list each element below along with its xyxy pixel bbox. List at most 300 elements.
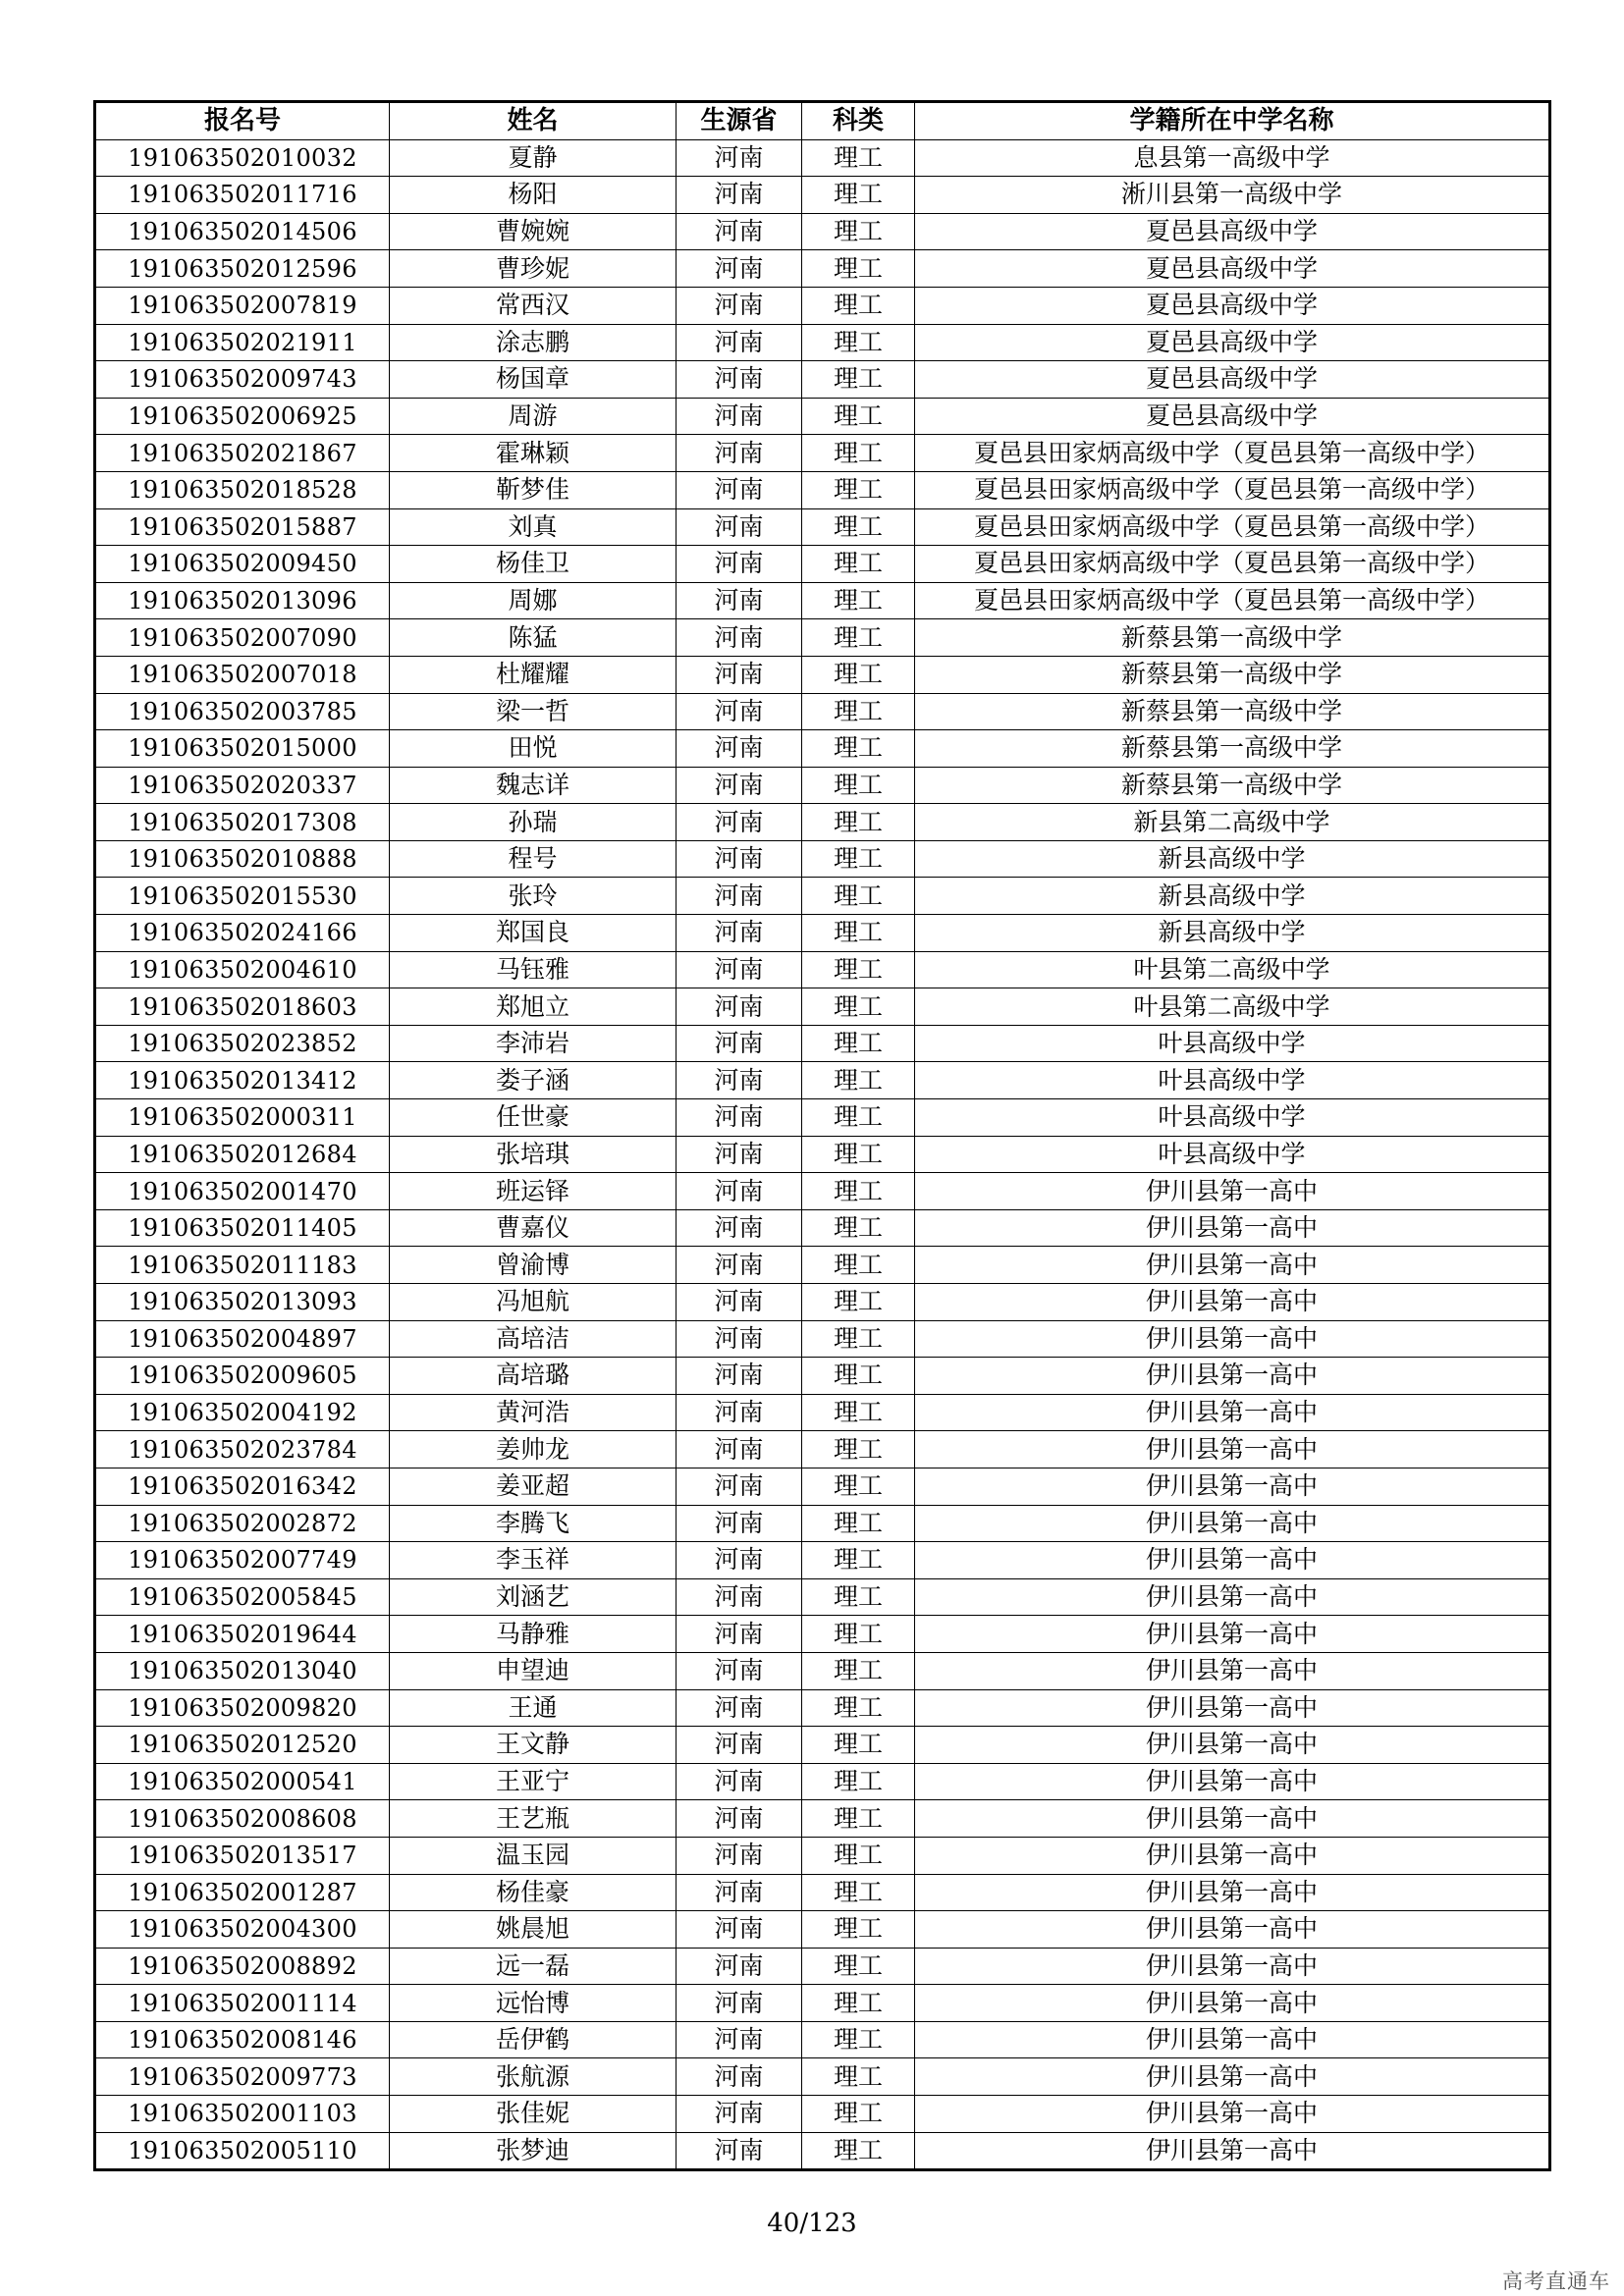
cell-registration-no: 191063502019644	[95, 1616, 390, 1653]
cell-registration-no: 191063502007018	[95, 656, 390, 693]
cell-school: 夏邑县高级中学	[915, 250, 1550, 288]
cell-name: 周娜	[390, 582, 677, 619]
cell-category: 理工	[802, 840, 915, 878]
cell-province: 河南	[677, 1431, 802, 1468]
cell-category: 理工	[802, 1837, 915, 1874]
cell-province: 河南	[677, 213, 802, 250]
cell-category: 理工	[802, 1320, 915, 1358]
cell-name: 程号	[390, 840, 677, 878]
cell-name: 任世豪	[390, 1099, 677, 1137]
cell-school: 新县高级中学	[915, 915, 1550, 952]
cell-category: 理工	[802, 398, 915, 435]
cell-registration-no: 191063502012520	[95, 1727, 390, 1764]
table-row	[95, 287, 1550, 324]
cell-name: 陈猛	[390, 619, 677, 657]
table-row	[95, 1763, 1550, 1800]
cell-name: 刘涵艺	[390, 1578, 677, 1616]
cell-registration-no: 191063502007819	[95, 287, 390, 324]
cell-province: 河南	[677, 619, 802, 657]
cell-province: 河南	[677, 2058, 802, 2096]
cell-school: 伊川县第一高中	[915, 1209, 1550, 1247]
cell-registration-no: 191063502005845	[95, 1578, 390, 1616]
cell-category: 理工	[802, 1062, 915, 1099]
cell-province: 河南	[677, 1025, 802, 1062]
cell-school: 夏邑县高级中学	[915, 398, 1550, 435]
table-row	[95, 1874, 1550, 1911]
cell-category: 理工	[802, 435, 915, 472]
table-row	[95, 324, 1550, 361]
header-province: 生源省	[677, 102, 802, 140]
cell-province: 河南	[677, 988, 802, 1026]
table-row	[95, 1062, 1550, 1099]
cell-registration-no: 191063502001470	[95, 1173, 390, 1210]
table-row	[95, 471, 1550, 508]
cell-registration-no: 191063502005110	[95, 2132, 390, 2170]
cell-school: 伊川县第一高中	[915, 1320, 1550, 1358]
cell-category: 理工	[802, 988, 915, 1026]
cell-name: 杨佳卫	[390, 546, 677, 583]
cell-category: 理工	[802, 656, 915, 693]
table-row	[95, 1173, 1550, 1210]
cell-province: 河南	[677, 1948, 802, 1985]
cell-school: 伊川县第一高中	[915, 1431, 1550, 1468]
cell-name: 高培洁	[390, 1320, 677, 1358]
cell-category: 理工	[802, 287, 915, 324]
cell-category: 理工	[802, 1209, 915, 1247]
table-row	[95, 435, 1550, 472]
cell-registration-no: 191063502001103	[95, 2096, 390, 2133]
cell-name: 杨国章	[390, 361, 677, 399]
cell-category: 理工	[802, 2058, 915, 2096]
table-row	[95, 988, 1550, 1026]
table-row	[95, 1394, 1550, 1431]
cell-category: 理工	[802, 951, 915, 988]
table-row	[95, 1948, 1550, 1985]
cell-province: 河南	[677, 2096, 802, 2133]
cell-school: 夏邑县高级中学	[915, 361, 1550, 399]
cell-school: 伊川县第一高中	[915, 2058, 1550, 2096]
table-row	[95, 1727, 1550, 1764]
cell-category: 理工	[802, 508, 915, 546]
header-row	[95, 102, 1550, 140]
cell-registration-no: 191063502013040	[95, 1652, 390, 1689]
cell-category: 理工	[802, 1800, 915, 1838]
cell-name: 曹珍妮	[390, 250, 677, 288]
cell-registration-no: 191063502017308	[95, 804, 390, 841]
cell-province: 河南	[677, 287, 802, 324]
cell-name: 李腾飞	[390, 1505, 677, 1542]
cell-category: 理工	[802, 1616, 915, 1653]
table-row	[95, 1985, 1550, 2022]
cell-name: 杨佳豪	[390, 1874, 677, 1911]
cell-category: 理工	[802, 1911, 915, 1949]
header-school: 学籍所在中学名称	[915, 102, 1550, 140]
table-row	[95, 213, 1550, 250]
cell-school: 叶县第二高级中学	[915, 988, 1550, 1026]
table-row	[95, 730, 1550, 768]
cell-name: 王文静	[390, 1727, 677, 1764]
page-number: 40/123	[767, 2209, 857, 2238]
cell-category: 理工	[802, 1652, 915, 1689]
cell-school: 叶县高级中学	[915, 1062, 1550, 1099]
cell-category: 理工	[802, 546, 915, 583]
cell-registration-no: 191063502015000	[95, 730, 390, 768]
table-row	[95, 1209, 1550, 1247]
cell-school: 伊川县第一高中	[915, 1505, 1550, 1542]
cell-province: 河南	[677, 1505, 802, 1542]
cell-name: 李玉祥	[390, 1542, 677, 1579]
cell-registration-no: 191063502015530	[95, 878, 390, 915]
cell-registration-no: 191063502020337	[95, 767, 390, 804]
cell-school: 叶县第二高级中学	[915, 951, 1550, 988]
cell-registration-no: 191063502013096	[95, 582, 390, 619]
cell-name: 王艺瓶	[390, 1800, 677, 1838]
cell-name: 郑国良	[390, 915, 677, 952]
cell-school: 伊川县第一高中	[915, 1800, 1550, 1838]
cell-name: 姜帅龙	[390, 1431, 677, 1468]
cell-category: 理工	[802, 1173, 915, 1210]
cell-school: 新蔡县第一高级中学	[915, 693, 1550, 730]
table-row	[95, 546, 1550, 583]
cell-registration-no: 191063502011716	[95, 177, 390, 214]
cell-school: 新蔡县第一高级中学	[915, 767, 1550, 804]
cell-province: 河南	[677, 693, 802, 730]
cell-category: 理工	[802, 1542, 915, 1579]
cell-registration-no: 191063502000311	[95, 1099, 390, 1137]
cell-category: 理工	[802, 1358, 915, 1395]
table-row	[95, 1136, 1550, 1173]
cell-school: 伊川县第一高中	[915, 1727, 1550, 1764]
cell-school: 伊川县第一高中	[915, 2021, 1550, 2058]
cell-school: 叶县高级中学	[915, 1136, 1550, 1173]
cell-name: 郑旭立	[390, 988, 677, 1026]
table-row	[95, 840, 1550, 878]
cell-registration-no: 191063502004300	[95, 1911, 390, 1949]
cell-province: 河南	[677, 1616, 802, 1653]
cell-province: 河南	[677, 840, 802, 878]
cell-category: 理工	[802, 804, 915, 841]
roster-table	[93, 100, 1551, 2171]
cell-category: 理工	[802, 1985, 915, 2022]
cell-province: 河南	[677, 915, 802, 952]
cell-name: 高培璐	[390, 1358, 677, 1395]
cell-province: 河南	[677, 656, 802, 693]
cell-name: 张培琪	[390, 1136, 677, 1173]
cell-province: 河南	[677, 1099, 802, 1137]
cell-name: 靳梦佳	[390, 471, 677, 508]
cell-province: 河南	[677, 508, 802, 546]
cell-category: 理工	[802, 1948, 915, 1985]
cell-name: 姚晨旭	[390, 1911, 677, 1949]
table-row	[95, 1837, 1550, 1874]
cell-name: 梁一哲	[390, 693, 677, 730]
cell-name: 岳伊鹤	[390, 2021, 677, 2058]
cell-category: 理工	[802, 177, 915, 214]
cell-category: 理工	[802, 915, 915, 952]
cell-school: 新蔡县第一高级中学	[915, 656, 1550, 693]
cell-school: 新蔡县第一高级中学	[915, 619, 1550, 657]
table-row	[95, 1505, 1550, 1542]
cell-category: 理工	[802, 1578, 915, 1616]
cell-registration-no: 191063502018528	[95, 471, 390, 508]
cell-province: 河南	[677, 1320, 802, 1358]
cell-category: 理工	[802, 2096, 915, 2133]
cell-province: 河南	[677, 546, 802, 583]
table-row	[95, 1358, 1550, 1395]
cell-category: 理工	[802, 767, 915, 804]
table-row	[95, 1800, 1550, 1838]
cell-name: 刘真	[390, 508, 677, 546]
cell-category: 理工	[802, 1689, 915, 1727]
table-body	[95, 139, 1550, 2170]
cell-name: 姜亚超	[390, 1468, 677, 1505]
table-row	[95, 1320, 1550, 1358]
cell-name: 马静雅	[390, 1616, 677, 1653]
table-row	[95, 582, 1550, 619]
cell-province: 河南	[677, 398, 802, 435]
cell-name: 张玲	[390, 878, 677, 915]
cell-province: 河南	[677, 139, 802, 177]
cell-name: 曹嘉仪	[390, 1209, 677, 1247]
cell-name: 田悦	[390, 730, 677, 768]
cell-registration-no: 191063502016342	[95, 1468, 390, 1505]
cell-school: 夏邑县田家炳高级中学（夏邑县第一高级中学）	[915, 546, 1550, 583]
cell-registration-no: 191063502010888	[95, 840, 390, 878]
cell-province: 河南	[677, 1911, 802, 1949]
cell-province: 河南	[677, 1578, 802, 1616]
table-row	[95, 2021, 1550, 2058]
cell-province: 河南	[677, 1874, 802, 1911]
cell-category: 理工	[802, 139, 915, 177]
cell-category: 理工	[802, 1727, 915, 1764]
cell-registration-no: 191063502014506	[95, 213, 390, 250]
cell-name: 温玉园	[390, 1837, 677, 1874]
cell-province: 河南	[677, 1173, 802, 1210]
cell-category: 理工	[802, 2132, 915, 2170]
table-row	[95, 878, 1550, 915]
table-row	[95, 1431, 1550, 1468]
cell-registration-no: 191063502004610	[95, 951, 390, 988]
cell-category: 理工	[802, 619, 915, 657]
cell-province: 河南	[677, 1652, 802, 1689]
table-row	[95, 1616, 1550, 1653]
cell-school: 新县第二高级中学	[915, 804, 1550, 841]
cell-registration-no: 191063502007090	[95, 619, 390, 657]
cell-school: 伊川县第一高中	[915, 1689, 1550, 1727]
cell-category: 理工	[802, 250, 915, 288]
cell-school: 淅川县第一高级中学	[915, 177, 1550, 214]
cell-province: 河南	[677, 582, 802, 619]
cell-registration-no: 191063502007749	[95, 1542, 390, 1579]
cell-category: 理工	[802, 1763, 915, 1800]
cell-province: 河南	[677, 2132, 802, 2170]
cell-name: 曾渝博	[390, 1247, 677, 1284]
cell-name: 王通	[390, 1689, 677, 1727]
cell-category: 理工	[802, 1025, 915, 1062]
cell-name: 杜耀耀	[390, 656, 677, 693]
cell-category: 理工	[802, 1247, 915, 1284]
cell-school: 伊川县第一高中	[915, 1911, 1550, 1949]
cell-registration-no: 191063502001114	[95, 1985, 390, 2022]
table-row	[95, 2132, 1550, 2170]
cell-school: 夏邑县田家炳高级中学（夏邑县第一高级中学）	[915, 435, 1550, 472]
table-row	[95, 139, 1550, 177]
cell-category: 理工	[802, 1284, 915, 1321]
table-row	[95, 804, 1550, 841]
cell-province: 河南	[677, 1394, 802, 1431]
table-row	[95, 915, 1550, 952]
cell-name: 常西汉	[390, 287, 677, 324]
cell-category: 理工	[802, 471, 915, 508]
cell-category: 理工	[802, 582, 915, 619]
cell-school: 伊川县第一高中	[915, 1652, 1550, 1689]
cell-province: 河南	[677, 1209, 802, 1247]
cell-category: 理工	[802, 1431, 915, 1468]
cell-registration-no: 191063502012596	[95, 250, 390, 288]
table-row	[95, 398, 1550, 435]
table-row	[95, 1689, 1550, 1727]
cell-province: 河南	[677, 1542, 802, 1579]
cell-category: 理工	[802, 1468, 915, 1505]
cell-province: 河南	[677, 878, 802, 915]
cell-category: 理工	[802, 878, 915, 915]
header-registration-no: 报名号	[95, 102, 390, 140]
cell-school: 夏邑县高级中学	[915, 287, 1550, 324]
cell-category: 理工	[802, 693, 915, 730]
cell-name: 申望迪	[390, 1652, 677, 1689]
cell-school: 伊川县第一高中	[915, 1468, 1550, 1505]
cell-name: 涂志鹏	[390, 324, 677, 361]
cell-province: 河南	[677, 1763, 802, 1800]
cell-name: 冯旭航	[390, 1284, 677, 1321]
cell-province: 河南	[677, 951, 802, 988]
cell-school: 伊川县第一高中	[915, 1358, 1550, 1395]
cell-registration-no: 191063502023852	[95, 1025, 390, 1062]
cell-registration-no: 191063502013093	[95, 1284, 390, 1321]
cell-registration-no: 191063502008146	[95, 2021, 390, 2058]
cell-school: 夏邑县高级中学	[915, 324, 1550, 361]
cell-name: 杨阳	[390, 177, 677, 214]
cell-registration-no: 191063502009743	[95, 361, 390, 399]
table-row	[95, 2096, 1550, 2133]
cell-category: 理工	[802, 213, 915, 250]
cell-registration-no: 191063502002872	[95, 1505, 390, 1542]
cell-province: 河南	[677, 804, 802, 841]
cell-school: 伊川县第一高中	[915, 1616, 1550, 1653]
cell-province: 河南	[677, 471, 802, 508]
cell-school: 息县第一高级中学	[915, 139, 1550, 177]
table-row	[95, 508, 1550, 546]
cell-name: 张梦迪	[390, 2132, 677, 2170]
cell-province: 河南	[677, 2021, 802, 2058]
cell-name: 周游	[390, 398, 677, 435]
cell-school: 夏邑县高级中学	[915, 213, 1550, 250]
cell-province: 河南	[677, 1062, 802, 1099]
cell-name: 夏静	[390, 139, 677, 177]
cell-province: 河南	[677, 324, 802, 361]
cell-name: 张航源	[390, 2058, 677, 2096]
cell-name: 李沛岩	[390, 1025, 677, 1062]
cell-category: 理工	[802, 1394, 915, 1431]
cell-school: 伊川县第一高中	[915, 1394, 1550, 1431]
cell-school: 伊川县第一高中	[915, 1542, 1550, 1579]
watermark-text: 高考直通车	[1502, 2269, 1610, 2293]
table-row	[95, 693, 1550, 730]
cell-name: 孙瑞	[390, 804, 677, 841]
cell-school: 伊川县第一高中	[915, 1948, 1550, 1985]
cell-registration-no: 191063502012684	[95, 1136, 390, 1173]
cell-province: 河南	[677, 730, 802, 768]
table-row	[95, 619, 1550, 657]
header-category: 科类	[802, 102, 915, 140]
cell-registration-no: 191063502008608	[95, 1800, 390, 1838]
cell-province: 河南	[677, 1985, 802, 2022]
cell-registration-no: 191063502021867	[95, 435, 390, 472]
cell-school: 伊川县第一高中	[915, 2132, 1550, 2170]
cell-registration-no: 191063502015887	[95, 508, 390, 546]
cell-school: 伊川县第一高中	[915, 1985, 1550, 2022]
cell-registration-no: 191063502024166	[95, 915, 390, 952]
cell-registration-no: 191063502011183	[95, 1247, 390, 1284]
cell-school: 伊川县第一高中	[915, 1874, 1550, 1911]
cell-school: 伊川县第一高中	[915, 1578, 1550, 1616]
cell-registration-no: 191063502010032	[95, 139, 390, 177]
cell-province: 河南	[677, 1800, 802, 1838]
table-row	[95, 1468, 1550, 1505]
table-row	[95, 1025, 1550, 1062]
cell-school: 叶县高级中学	[915, 1025, 1550, 1062]
cell-registration-no: 191063502018603	[95, 988, 390, 1026]
cell-registration-no: 191063502023784	[95, 1431, 390, 1468]
cell-category: 理工	[802, 730, 915, 768]
cell-registration-no: 191063502013517	[95, 1837, 390, 1874]
cell-province: 河南	[677, 1284, 802, 1321]
table-row	[95, 1284, 1550, 1321]
cell-registration-no: 191063502009773	[95, 2058, 390, 2096]
table-row	[95, 1578, 1550, 1616]
cell-name: 曹婉婉	[390, 213, 677, 250]
cell-school: 夏邑县田家炳高级中学（夏邑县第一高级中学）	[915, 582, 1550, 619]
cell-registration-no: 191063502006925	[95, 398, 390, 435]
cell-school: 伊川县第一高中	[915, 2096, 1550, 2133]
cell-province: 河南	[677, 1136, 802, 1173]
cell-province: 河南	[677, 177, 802, 214]
cell-province: 河南	[677, 1689, 802, 1727]
cell-registration-no: 191063502000541	[95, 1763, 390, 1800]
cell-name: 张佳妮	[390, 2096, 677, 2133]
cell-registration-no: 191063502009605	[95, 1358, 390, 1395]
cell-name: 霍琳颖	[390, 435, 677, 472]
cell-school: 新县高级中学	[915, 878, 1550, 915]
cell-name: 马钰雅	[390, 951, 677, 988]
cell-name: 班运铎	[390, 1173, 677, 1210]
table-row	[95, 361, 1550, 399]
cell-province: 河南	[677, 1468, 802, 1505]
table-row	[95, 1911, 1550, 1949]
cell-school: 新县高级中学	[915, 840, 1550, 878]
cell-province: 河南	[677, 435, 802, 472]
cell-name: 王亚宁	[390, 1763, 677, 1800]
table-row	[95, 177, 1550, 214]
cell-registration-no: 191063502009820	[95, 1689, 390, 1727]
cell-province: 河南	[677, 767, 802, 804]
table-row	[95, 656, 1550, 693]
cell-category: 理工	[802, 2021, 915, 2058]
cell-province: 河南	[677, 1837, 802, 1874]
table-row	[95, 1652, 1550, 1689]
table-row	[95, 951, 1550, 988]
cell-school: 新蔡县第一高级中学	[915, 730, 1550, 768]
